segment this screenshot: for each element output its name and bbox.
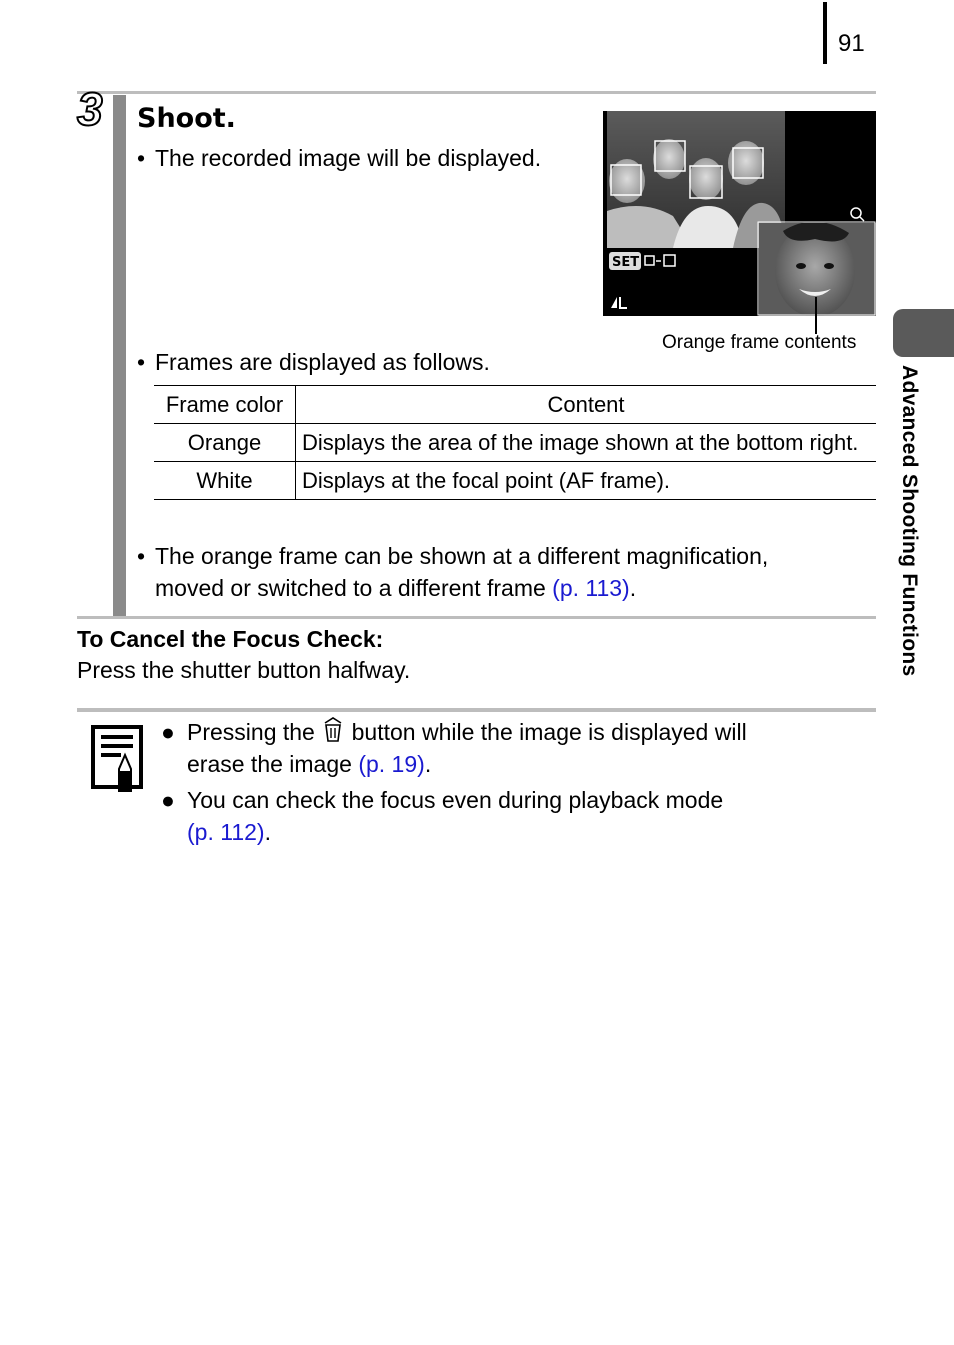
camera-screen-image (603, 111, 876, 316)
step-bar (113, 95, 126, 617)
page-link-19[interactable]: (p. 19) (358, 751, 425, 777)
cancel-heading: To Cancel the Focus Check: (77, 626, 384, 652)
note-item-1: ● Pressing the button while the image is displayed will erase the image (p. 19). (161, 716, 861, 780)
page-link-113[interactable]: (p. 113) (552, 575, 630, 601)
table-row (154, 424, 876, 462)
page-number: 91 (838, 30, 865, 57)
note-2-line2: (p. 112). (187, 819, 271, 845)
step-title: Shoot. (137, 103, 236, 134)
side-tab (893, 309, 954, 357)
step-bullet-2: • Frames are displayed as follows. (137, 349, 490, 375)
table-header-row (154, 386, 876, 424)
caption-callout-line (815, 297, 817, 334)
step-bullet-3-line2: moved or switched to a different frame (p. 113). (155, 575, 637, 601)
notes-rule (77, 708, 876, 712)
step-number: 3 (77, 83, 103, 135)
image-caption: Orange frame contents (662, 332, 857, 353)
table-header-cell: Content (296, 386, 877, 424)
page-link-112[interactable]: (p. 112) (187, 819, 265, 845)
trash-icon (321, 717, 345, 743)
focus-check-screen (603, 111, 876, 316)
table-cell: Orange (154, 424, 296, 462)
table-cell: Displays the area of the image shown at the bottom right. (296, 424, 877, 462)
set-label: SET (612, 255, 640, 270)
note-item-2: ● You can check the focus even during playback mode (p. 112). (161, 784, 861, 848)
note-1-line2: erase the image (p. 19). (187, 751, 432, 777)
cancel-text: Press the shutter button halfway. (77, 657, 411, 683)
step-bullet-1: • The recorded image will be displayed. (137, 145, 542, 171)
page-number-bar (823, 2, 827, 64)
table-row (154, 462, 876, 500)
table-cell: Displays at the focal point (AF frame). (296, 462, 877, 500)
note-1-line1: Pressing the button while the image is displayed will (187, 719, 747, 745)
step-bottom-rule (77, 616, 876, 619)
table-cell: White (154, 462, 296, 500)
frame-color-table (154, 385, 876, 500)
step-bullet-3: • The orange frame can be shown at a different magnification, moved or switched to a different frame (p. 113). (137, 540, 867, 604)
table-header-cell: Frame color (154, 386, 296, 424)
top-rule (77, 91, 876, 94)
side-tab-label: Advanced Shooting Functions (898, 365, 921, 677)
memo-icon (91, 723, 145, 800)
